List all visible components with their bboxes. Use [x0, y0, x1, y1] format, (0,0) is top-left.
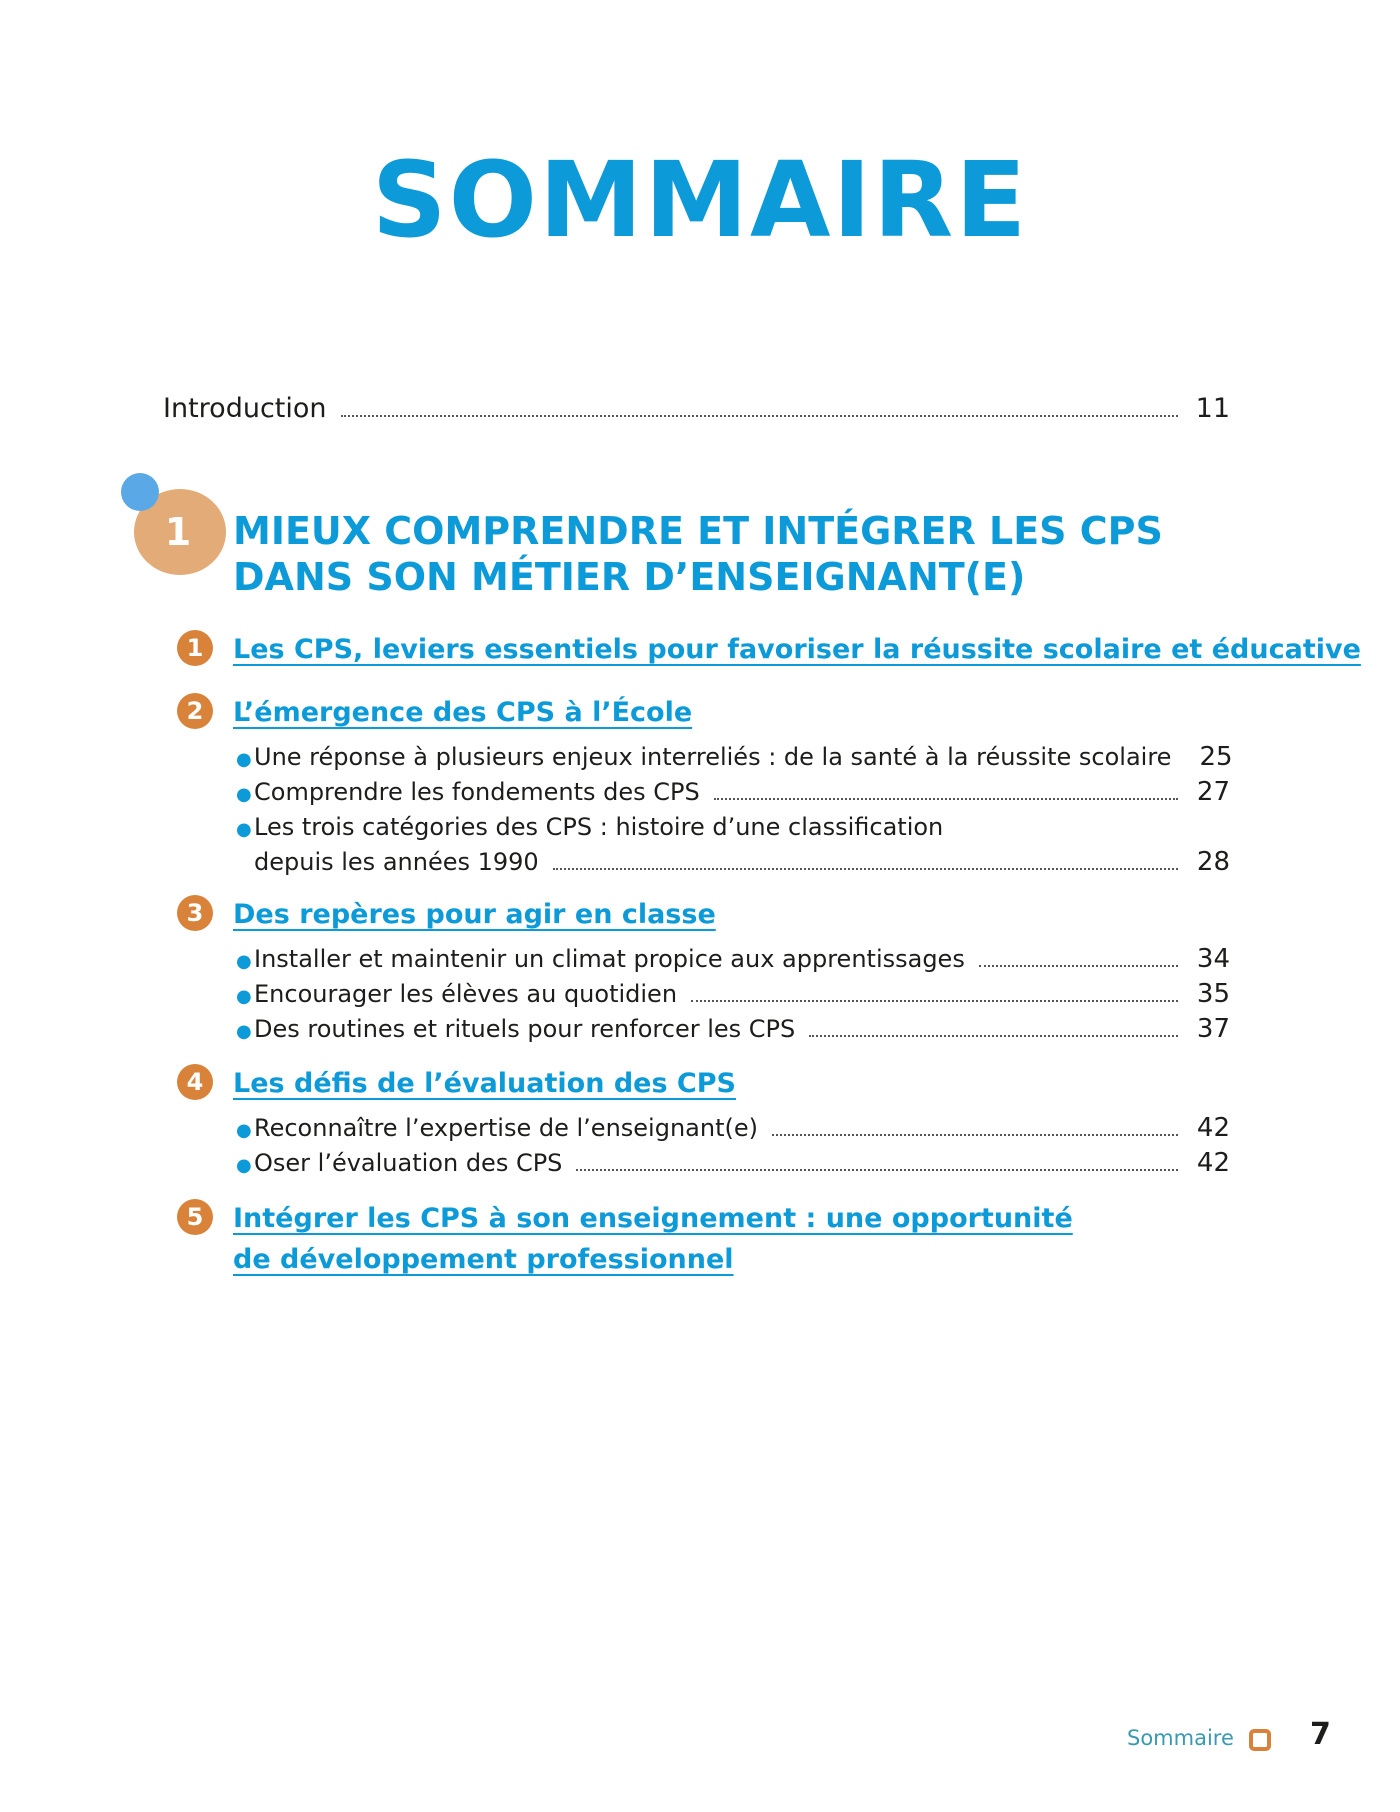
- square-marker-icon: [1249, 1729, 1271, 1751]
- entry-label: Comprendre les fondements des CPS: [254, 778, 700, 806]
- chapter-title-link[interactable]: L’émergence des CPS à l’École: [233, 697, 693, 728]
- page-number: 37: [1196, 1014, 1230, 1044]
- page-number: 35: [1196, 979, 1230, 1009]
- toc-entry[interactable]: [236, 740, 1233, 777]
- page-number: 11: [1195, 393, 1230, 424]
- toc-entry[interactable]: [236, 810, 1230, 847]
- dot-leader: [809, 1034, 1178, 1037]
- page-title: SOMMAIRE: [371, 139, 1029, 261]
- bullet-icon: ●: [236, 1155, 252, 1176]
- chapter-title-link[interactable]: Intégrer les CPS à son enseignement : une opportunité: [233, 1203, 1073, 1234]
- bullet-icon: ●: [236, 819, 252, 840]
- entry-label: Reconnaître l’expertise de l’enseignant(e): [254, 1114, 758, 1142]
- toc-entry[interactable]: [236, 1012, 1230, 1049]
- part-number: 1: [164, 510, 192, 554]
- folio-page-number: 7: [1310, 1717, 1331, 1752]
- bullet-icon: ●: [236, 1120, 252, 1141]
- page-number: 27: [1196, 777, 1230, 807]
- chapter-number-badge: 2: [177, 693, 213, 729]
- chapter-title-link[interactable]: Les défis de l’évaluation des CPS: [233, 1068, 736, 1099]
- entry-label: Encourager les élèves au quotidien: [254, 980, 678, 1008]
- page-number: 25: [1199, 742, 1233, 772]
- dot-leader: [341, 414, 1178, 417]
- bullet-icon: ●: [236, 784, 252, 805]
- chapter-title-link[interactable]: Des repères pour agir en classe: [233, 899, 716, 930]
- bullet-icon: ●: [236, 951, 252, 972]
- page-number: 34: [1196, 944, 1230, 974]
- chapter-title-block: [233, 1198, 1073, 1280]
- chapter-2[interactable]: [177, 692, 692, 733]
- dot-leader: [691, 999, 1178, 1002]
- dot-leader: [772, 1133, 1178, 1136]
- chapter-number-badge: 4: [177, 1064, 213, 1100]
- bullet-icon: ●: [236, 986, 252, 1007]
- chapter-1[interactable]: [177, 629, 1361, 670]
- toc-entry[interactable]: [236, 942, 1230, 979]
- entry-label: Oser l’évaluation des CPS: [254, 1149, 563, 1177]
- footer-section-label: Sommaire: [1127, 1726, 1234, 1750]
- dot-leader: [979, 964, 1178, 967]
- entry-label: Des routines et rituels pour renforcer les CPS: [254, 1015, 796, 1043]
- page-number: 28: [1196, 847, 1230, 877]
- entry-label: Introduction: [163, 393, 327, 424]
- part-title: [233, 508, 1193, 600]
- part-title-line: DANS SON MÉTIER D’ENSEIGNANT(E): [233, 555, 1026, 599]
- chapter-3[interactable]: [177, 894, 716, 935]
- part-number-badge: [120, 470, 230, 580]
- toc-entry-introduction[interactable]: [163, 393, 1230, 424]
- bullet-icon: ●: [236, 749, 252, 770]
- page-number: 42: [1196, 1113, 1230, 1143]
- entry-label: Installer et maintenir un climat propice aux apprentissages: [254, 945, 965, 973]
- toc-entry-continuation[interactable]: [236, 845, 1230, 879]
- badge-dot: [121, 473, 159, 511]
- toc-entry[interactable]: [236, 1111, 1230, 1148]
- chapter-5[interactable]: [177, 1198, 1073, 1280]
- toc-entry[interactable]: [236, 775, 1230, 812]
- chapter-title-link[interactable]: Les CPS, leviers essentiels pour favoriser la réussite scolaire et éducative: [233, 634, 1361, 665]
- dot-leader: [576, 1168, 1178, 1171]
- entry-label: Une réponse à plusieurs enjeux interreliés : de la santé à la réussite scolaire: [254, 743, 1172, 771]
- toc-entry[interactable]: [236, 977, 1230, 1014]
- chapter-number-badge: 3: [177, 895, 213, 931]
- chapter-number-badge: 5: [177, 1199, 213, 1235]
- bullet-icon: ●: [236, 1021, 252, 1042]
- chapter-title-link[interactable]: de développement professionnel: [233, 1244, 734, 1275]
- chapter-4[interactable]: [177, 1063, 736, 1104]
- toc-entry[interactable]: [236, 1146, 1230, 1183]
- part-title-line: MIEUX COMPRENDRE ET INTÉGRER LES CPS: [233, 509, 1163, 553]
- entry-label: depuis les années 1990: [254, 848, 539, 876]
- chapter-number-badge: 1: [177, 630, 213, 666]
- entry-label: Les trois catégories des CPS : histoire d’une classification: [254, 813, 944, 841]
- dot-leader: [553, 867, 1178, 870]
- page-number: 42: [1196, 1148, 1230, 1178]
- dot-leader: [714, 797, 1178, 800]
